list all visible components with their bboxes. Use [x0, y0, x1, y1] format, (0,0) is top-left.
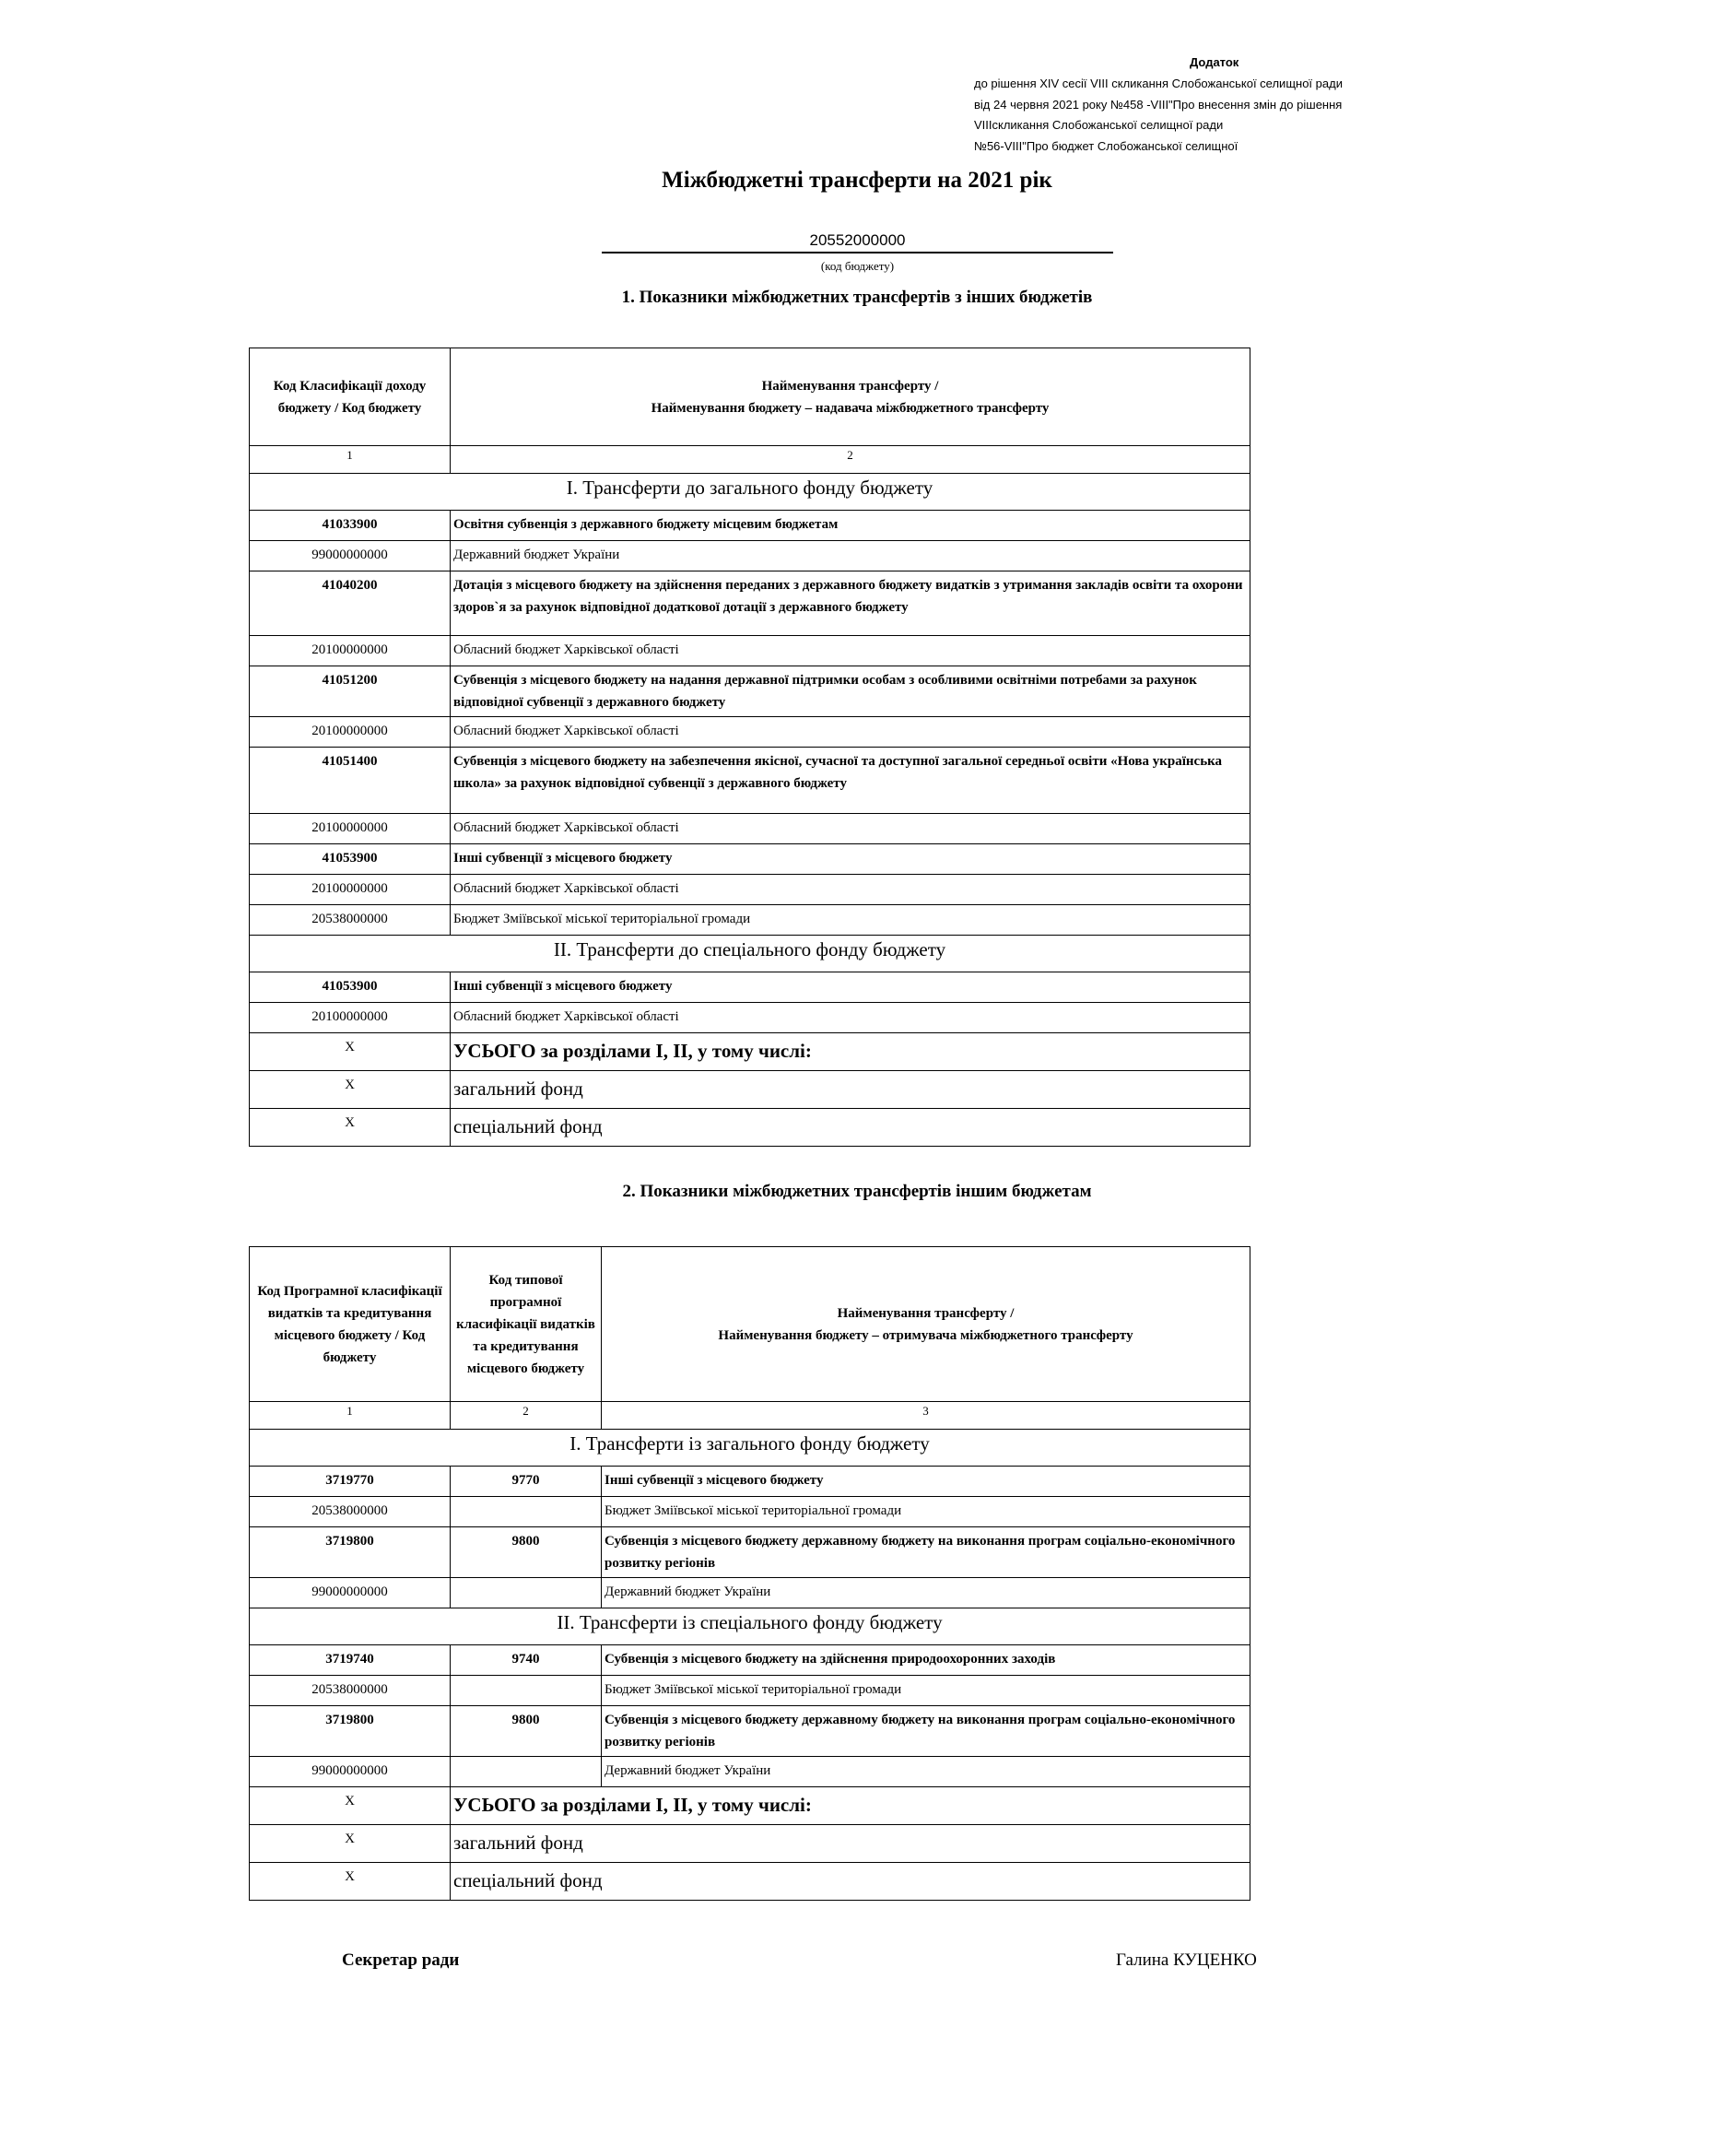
total-row: [250, 1787, 1250, 1825]
special-fund-row: [250, 1863, 1250, 1901]
table-row: [250, 844, 1250, 875]
row-name: Обласний бюджет Харківської області: [451, 814, 1250, 844]
row-name: Субвенція з місцевого бюджету на забезпечення якісної, сучасної та доступної загальної середньої освіти «Нова українська школа» за рахунок відповідної субвенції з державного бюджету: [451, 748, 1250, 814]
general-fund-x-marker: X: [250, 1071, 451, 1109]
table-row: [250, 1003, 1250, 1033]
table-row: [250, 636, 1250, 666]
table-row: [250, 511, 1250, 541]
row-code: 3719800: [250, 1527, 451, 1578]
table-row: [250, 1578, 1250, 1608]
total-label: УСЬОГО за розділами І, ІІ, у тому числі:: [451, 1787, 1250, 1825]
group-header-special-fund: ІІ. Трансферти із спеціального фонду бюджету: [250, 1608, 1250, 1645]
total-x-marker: X: [250, 1787, 451, 1825]
column-number-row: [250, 1402, 1250, 1430]
column-number: 2: [451, 1402, 602, 1430]
header-transfer-name: Найменування трансферту / Найменування бюджету – надавача міжбюджетного трансферту: [451, 348, 1250, 446]
row-code: 3719740: [250, 1645, 451, 1676]
row-type-code: [451, 1578, 602, 1608]
row-type-code: 9770: [451, 1467, 602, 1497]
row-code: 41051200: [250, 666, 451, 717]
table-row: [250, 748, 1250, 814]
row-code: 41033900: [250, 511, 451, 541]
row-code: 3719770: [250, 1467, 451, 1497]
outgoing-transfers-table: [249, 1246, 1250, 1901]
table-header-row: [250, 348, 1250, 446]
row-code: 20100000000: [250, 875, 451, 905]
row-name: Субвенція з місцевого бюджету на надання державної підтримки особам з особливими освітніми потребами за рахунок відповідної субвенції з державного бюджету: [451, 666, 1250, 717]
general-fund-label: загальний фонд: [451, 1825, 1250, 1863]
row-code: 99000000000: [250, 541, 451, 571]
row-name: Бюджет Зміївської міської територіальної громади: [602, 1497, 1250, 1527]
appendix-label: Додаток: [1190, 55, 1239, 69]
row-type-code: 9800: [451, 1527, 602, 1578]
special-fund-x-marker: X: [250, 1109, 451, 1147]
row-name: Освітня субвенція з державного бюджету місцевим бюджетам: [451, 511, 1250, 541]
column-number: 2: [451, 446, 1250, 474]
group-header-row: [250, 1430, 1250, 1467]
table-header-row: [250, 1247, 1250, 1402]
row-code: 20100000000: [250, 814, 451, 844]
table-row: [250, 1497, 1250, 1527]
row-code: 20538000000: [250, 905, 451, 936]
row-code: 99000000000: [250, 1578, 451, 1608]
table-row: [250, 541, 1250, 571]
budget-code-caption: (код бюджету): [820, 259, 895, 273]
group-header-general-fund: І. Трансферти до загального фонду бюджету: [250, 474, 1250, 511]
document-title: Міжбюджетні трансферти на 2021 рік: [662, 168, 1052, 193]
row-name: Субвенція з місцевого бюджету на здійснення природоохоронних заходів: [602, 1645, 1250, 1676]
header-program-code: Код Програмної класифікації видатків та кредитування місцевого бюджету / Код бюджету: [250, 1247, 451, 1402]
row-code: 41053900: [250, 972, 451, 1003]
special-fund-row: [250, 1109, 1250, 1147]
row-name: Державний бюджет України: [602, 1757, 1250, 1787]
row-code: 20538000000: [250, 1676, 451, 1706]
row-type-code: [451, 1497, 602, 1527]
row-code: 3719800: [250, 1706, 451, 1757]
column-number: 1: [250, 1402, 451, 1430]
special-fund-rows: [250, 1645, 1250, 1787]
special-fund-x-marker: X: [250, 1863, 451, 1901]
row-name: Інші субвенції з місцевого бюджету: [602, 1467, 1250, 1497]
row-code: 99000000000: [250, 1757, 451, 1787]
table-row: [250, 1527, 1250, 1578]
row-name: Бюджет Зміївської міської територіальної громади: [602, 1676, 1250, 1706]
table-row: [250, 1706, 1250, 1757]
row-name: Державний бюджет України: [451, 541, 1250, 571]
table-row: [250, 1757, 1250, 1787]
total-x-marker: X: [250, 1033, 451, 1071]
column-number: 3: [602, 1402, 1250, 1430]
header-typical-program-code: Код типової програмної класифікації видатків та кредитування місцевого бюджету: [451, 1247, 602, 1402]
column-number: 1: [250, 446, 451, 474]
row-code: 20100000000: [250, 1003, 451, 1033]
group-header-general-fund: І. Трансферти із загального фонду бюджету: [250, 1430, 1250, 1467]
general-fund-label: загальний фонд: [451, 1071, 1250, 1109]
row-name: Державний бюджет України: [602, 1578, 1250, 1608]
table-row: [250, 875, 1250, 905]
total-label: УСЬОГО за розділами І, ІІ, у тому числі:: [451, 1033, 1250, 1071]
section-2-title: 2. Показники міжбюджетних трансфертів іншим бюджетам: [622, 1182, 1092, 1201]
group-header-row: [250, 936, 1250, 972]
row-name: Обласний бюджет Харківської області: [451, 636, 1250, 666]
general-fund-rows: [250, 511, 1250, 936]
row-name: Обласний бюджет Харківської області: [451, 1003, 1250, 1033]
table-row: [250, 905, 1250, 936]
general-fund-row: [250, 1825, 1250, 1863]
special-fund-rows: [250, 972, 1250, 1033]
row-code: 20100000000: [250, 717, 451, 748]
table-row: [250, 717, 1250, 748]
table-row: [250, 814, 1250, 844]
table-row: [250, 1467, 1250, 1497]
appendix-line-4: №56-VIII"Про бюджет Слобожанської селищної: [974, 139, 1239, 153]
row-type-code: [451, 1676, 602, 1706]
incoming-transfers-table: [249, 348, 1250, 1147]
appendix-line-3: VIIIскликання Слобожанської селищної ради: [974, 118, 1224, 132]
row-code: 41040200: [250, 571, 451, 636]
signatory-name: Галина КУЦЕНКО: [1116, 1950, 1257, 1970]
row-code: 41053900: [250, 844, 451, 875]
group-header-special-fund: ІІ. Трансферти до спеціального фонду бюджету: [250, 936, 1250, 972]
row-name: Дотація з місцевого бюджету на здійснення переданих з державного бюджету видатків з утримання закладів освіти та охорони здоров`я за рахунок відповідної додаткової дотації з державного бюджету: [451, 571, 1250, 636]
budget-code-underline: [602, 252, 1113, 253]
appendix-line-2: від 24 червня 2021 року №458 -VIII"Про внесення змін до рішення: [974, 98, 1343, 112]
row-name: Обласний бюджет Харківської області: [451, 875, 1250, 905]
appendix-line-1: до рішення XIV сесії VIII скликання Слобожанської селищної ради: [974, 77, 1343, 90]
row-name: Субвенція з місцевого бюджету державному бюджету на виконання програм соціально-економічного розвитку регіонів: [602, 1706, 1250, 1757]
special-fund-label: спеціальний фонд: [451, 1109, 1250, 1147]
group-header-row: [250, 474, 1250, 511]
row-code: 20538000000: [250, 1497, 451, 1527]
row-name: Інші субвенції з місцевого бюджету: [451, 844, 1250, 875]
table-row: [250, 666, 1250, 717]
column-number-row: [250, 446, 1250, 474]
row-name: Бюджет Зміївської міської територіальної громади: [451, 905, 1250, 936]
row-name: Інші субвенції з місцевого бюджету: [451, 972, 1250, 1003]
row-code: 20100000000: [250, 636, 451, 666]
total-row: [250, 1033, 1250, 1071]
general-fund-row: [250, 1071, 1250, 1109]
row-type-code: 9800: [451, 1706, 602, 1757]
budget-code: 20552000000: [809, 231, 906, 249]
table-row: [250, 571, 1250, 636]
row-type-code: 9740: [451, 1645, 602, 1676]
table-row: [250, 972, 1250, 1003]
general-fund-rows: [250, 1467, 1250, 1608]
row-name: Обласний бюджет Харківської області: [451, 717, 1250, 748]
section-1-title: 1. Показники міжбюджетних трансфертів з інших бюджетів: [621, 288, 1093, 307]
special-fund-label: спеціальний фонд: [451, 1863, 1250, 1901]
general-fund-x-marker: X: [250, 1825, 451, 1863]
table-row: [250, 1645, 1250, 1676]
group-header-row: [250, 1608, 1250, 1645]
row-code: 41051400: [250, 748, 451, 814]
row-type-code: [451, 1757, 602, 1787]
signatory-position: Секретар ради: [342, 1950, 460, 1970]
header-income-code: Код Класифікації доходу бюджету / Код бюджету: [250, 348, 451, 446]
table-row: [250, 1676, 1250, 1706]
row-name: Субвенція з місцевого бюджету державному бюджету на виконання програм соціально-економічного розвитку регіонів: [602, 1527, 1250, 1578]
header-transfer-name: Найменування трансферту / Найменування бюджету – отримувача міжбюджетного трансферту: [602, 1247, 1250, 1402]
